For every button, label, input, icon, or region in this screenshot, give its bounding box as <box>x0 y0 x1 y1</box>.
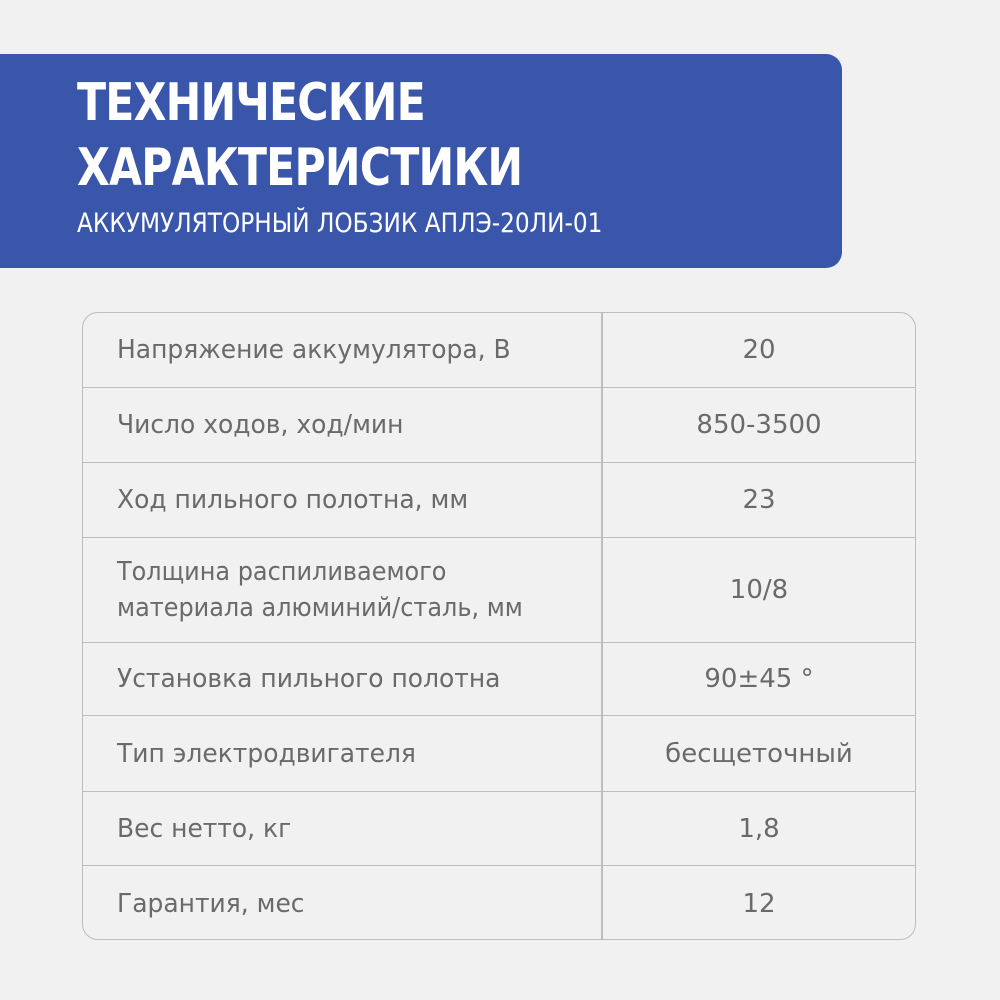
page-title-line1: ТЕХНИЧЕСКИЕ <box>77 73 425 133</box>
spec-value: 90±45 ° <box>704 664 814 694</box>
spec-label: Установка пильного полотна <box>117 664 501 694</box>
spec-row-stroke-length <box>83 463 915 538</box>
spec-row-blade-angle <box>83 643 915 716</box>
spec-label: Вес нетто, кг <box>117 813 292 844</box>
spec-row-strokes <box>83 388 915 463</box>
spec-row-voltage <box>83 313 915 388</box>
spec-value: 10/8 <box>729 575 789 605</box>
spec-value: бесщеточный <box>665 738 853 769</box>
spec-label: Напряжение аккумулятора, В <box>117 335 511 365</box>
product-subtitle: АККУМУЛЯТОРНЫЙ ЛОБЗИК АПЛЭ-20ЛИ-01 <box>77 208 603 239</box>
spec-value: 20 <box>742 335 776 365</box>
spec-label: Гарантия, мес <box>117 888 305 919</box>
spec-label: Ход пильного полотна, мм <box>117 485 469 515</box>
spec-value: 23 <box>742 485 776 515</box>
spec-label-line2: материала алюминий/сталь, мм <box>117 593 523 623</box>
spec-label-line1: Толщина распиливаемого <box>117 557 447 587</box>
spec-label <box>117 538 587 642</box>
spec-table <box>82 312 916 940</box>
spec-value: 1,8 <box>738 813 780 844</box>
spec-value: 12 <box>742 888 776 919</box>
spec-row-cut-thickness <box>83 538 915 643</box>
page-title-line2: ХАРАКТЕРИСТИКИ <box>77 138 523 198</box>
spec-label: Число ходов, ход/мин <box>117 410 404 440</box>
spec-row-motor-type <box>83 716 915 792</box>
spec-row-weight <box>83 792 915 866</box>
spec-value: 850-3500 <box>696 410 822 440</box>
spec-label: Тип электродвигателя <box>117 738 416 769</box>
spec-row-warranty <box>83 866 915 940</box>
